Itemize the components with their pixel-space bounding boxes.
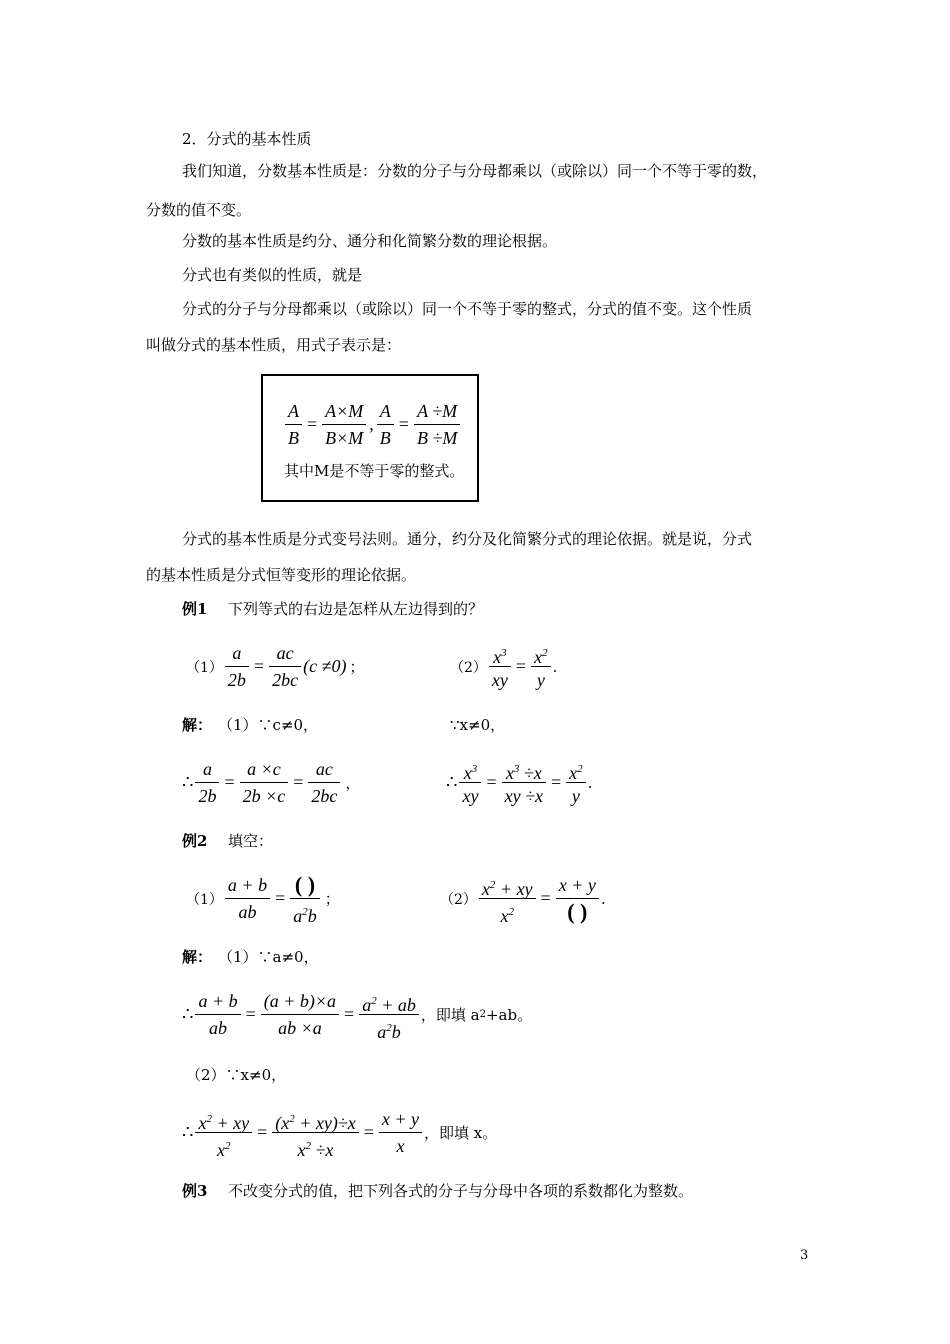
example-3-text: 不改变分式的值，把下列各式的分子与分母中各项的系数都化为整数。	[228, 1182, 694, 1200]
paragraph-2: 分数的基本性质是约分、通分和化简繁分数的理论根据。	[182, 232, 558, 250]
example-3-label: 例3	[182, 1182, 208, 1200]
paragraph-5b: 的基本性质是分式恒等变形的理论依据。	[146, 566, 417, 584]
page-number: 3	[800, 1248, 809, 1263]
solution-1-cond-right: ∵x≠0，	[450, 716, 506, 734]
solution-2-eq-1: ∴ $\frac{a + b}{ab}$ = $\frac{(a + b)\times a}{ab \times a}$ = $\frac{a^2 + ab}{a^2b}$ ，即填 a 2 +ab。	[182, 988, 532, 1041]
paragraph-3: 分式也有类似的性质，就是	[182, 266, 363, 284]
box-note: 其中M是不等于零的整式。	[284, 462, 465, 480]
solution-1-eq-2: ∴ $\frac{x^3}{xy}$ = $\frac{x^3 \div x}{xy \div x}$ = $\frac{x^2}{y}$ .	[446, 756, 592, 809]
example-1-eq-1: （1） $\frac{a}{2b}$ = $\frac{ac}{2bc}$ (c ≠0) ；	[186, 640, 364, 693]
property-formula: $\frac{A}{B}$ = $\frac{A\times M}{B\times M}$ , $\frac{A}{B}$ = $\frac{A \div M}{B \div M}$	[283, 398, 462, 451]
paragraph-4a: 分式的分子与分母都乘以（或除以）同一个不等于零的整式，分式的值不变。这个性质	[182, 300, 753, 318]
paragraph-5a: 分式的基本性质是分式变号法则。通分，约分及化简繁分式的理论依据。就是说，分式	[182, 530, 753, 548]
solution-1-eq-1: ∴ $\frac{a}{2b}$ = $\frac{a \times c}{2b \times c}$ = $\frac{ac}{2bc}$ ，	[182, 756, 360, 809]
solution-2b-cond: （2）∵x≠0，	[186, 1066, 287, 1084]
example-2-text: 填空：	[228, 832, 274, 850]
paragraph-4b: 叫做分式的基本性质，用式子表示是：	[146, 336, 402, 354]
solution-2-cond: （1）∵a≠0，	[218, 948, 319, 966]
solution-1-cond: （1）∵c≠0，	[218, 716, 319, 734]
example-2-eq-1: （1） $\frac{a + b}{ab}$ = $\frac{( )}{a^2b}$ ；	[186, 872, 340, 926]
solution-2-eq-2: ∴ $\frac{x^2 + xy}{x^2}$ = $\frac{(x^2 + xy)\div x}{x^2 \div x}$ = $\frac{x + y}{x}$ ，即填 x。	[182, 1106, 497, 1159]
paragraph-1b: 分数的值不变。	[146, 201, 252, 219]
example-2-eq-2: （2） $\frac{x^2 + xy}{x^2}$ = $\frac{x + y}{( )}$ .	[440, 872, 606, 925]
section-heading: 2．分式的基本性质	[182, 130, 312, 148]
example-2-label: 例2	[182, 832, 208, 850]
example-1-text: 下列等式的右边是怎样从左边得到的？	[228, 600, 484, 618]
example-1-eq-2: （2） $\frac{x^3}{xy}$ = $\frac{x^2}{y}$ .	[450, 640, 557, 693]
solution-1-label: 解：	[182, 716, 213, 734]
solution-2-label: 解：	[182, 948, 213, 966]
example-1-label: 例1	[182, 600, 208, 618]
paragraph-1a: 我们知道，分数基本性质是：分数的分子与分母都乘以（或除以）同一个不等于零的数，	[182, 162, 768, 180]
